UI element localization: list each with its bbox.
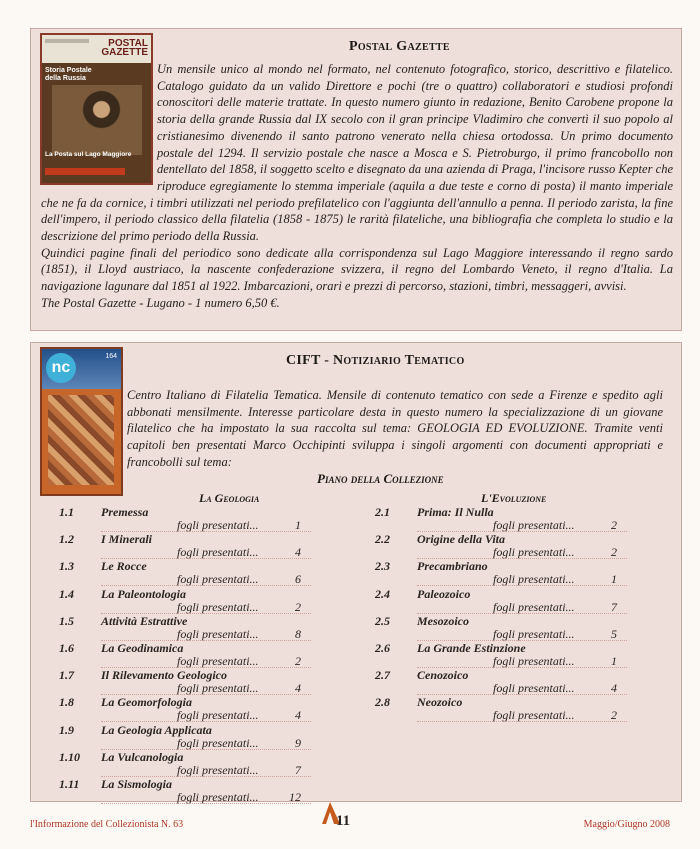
evoluzione-fogli-label: fogli presentati... xyxy=(493,545,575,560)
cover-subtitle: La Posta sul Lago Maggiore xyxy=(45,151,132,158)
geologia-row xyxy=(59,641,311,668)
evoluzione-fogli-count: 2 xyxy=(611,708,617,723)
cift-logo: nc xyxy=(46,353,76,383)
geologia-fogli-count: 1 xyxy=(295,518,301,532)
geologia-number: 1.1 xyxy=(59,505,74,519)
cift-cover-stamps xyxy=(48,395,114,485)
cover-title: Storia Postale della Russia xyxy=(45,67,92,82)
geologia-fogli-count: 2 xyxy=(295,653,301,668)
geologia-number: 1.4 xyxy=(59,586,74,601)
geologia-chapter-name: La Paleontologia xyxy=(101,586,186,601)
geologia-number: 1.11 xyxy=(59,776,80,791)
geologia-fogli-label: fogli presentati... xyxy=(177,545,259,560)
postal-gazette-text-block xyxy=(41,61,673,312)
geologia-chapter-name: La Geologia Applicata xyxy=(101,722,212,737)
geologia-chapter-name: Premessa xyxy=(101,505,149,519)
evoluzione-fogli-label: fogli presentati... xyxy=(493,653,575,668)
evoluzione-chapter-name: Precambriano xyxy=(417,559,488,574)
evoluzione-fogli-label: fogli presentati... xyxy=(493,599,575,614)
geologia-row xyxy=(59,750,311,777)
geologia-chapter-name: La Sismologia xyxy=(101,776,173,791)
geologia-fogli-count: 6 xyxy=(295,572,301,587)
postal-gazette-title: Postal Gazette xyxy=(349,39,450,54)
evoluzione-fogli-count: 1 xyxy=(611,653,617,668)
geologia-row xyxy=(59,695,311,722)
cift-cover-image xyxy=(40,347,123,496)
geologia-fogli-count: 9 xyxy=(295,735,301,750)
evoluzione-row xyxy=(375,505,627,532)
postal-gazette-paragraph: Quindici pagine finali del periodico sono dedicate alla corrispondenza sul Lago Maggiore interessando il regno sardo (1851), il Lloyd austriaco, la nascente confederazione svizzera, il regno del Lombardo Veneto, il regno d'Italia. La navigazione lagunare dal 1851 al 1922. Imbarcazioni, orari e prezzi di percorso, stazioni, timbri, messaggeri, avvisi. xyxy=(41,245,673,294)
geologia-number: 1.2 xyxy=(59,532,74,547)
postal-gazette-paragraph: Un mensile unico al mondo nel formato, nel contenuto fotografico, storico, descrittivo e filatelico. Catalogo guidato da un valido Direttore e pochi (tre o quattro) collaboratori e studiosi profondi conoscitori delle materie trattate. In questo numero giunto in redazione, Benito Carobene propone la storia della grande Russia dal IX secolo con il gran principe Vladimiro che convertì il suo popolo al cristianesimo divenendo il santo patrono venerato nella chiesa ortodossa. Un primo documento postale del 1294. Il servizio postale che nasce a Mosca e S. Pietroburgo, il primo francobollo non dentellato del 1858, il soggetto scelto e disegnato da una azienda di Praga, l'incisore russo Kepter che riproduce egregiamente lo stemma imperiale (aquila a due teste e corno di posta) il manto imperiale che ne fa da cornice, i timbri utilizzati nel periodo prefilatelico con l'aggiunta dell'annullo a penna. Il periodo zarista, la fine dell'impero, il periodo classico della filatelia (1858 - 1875) le rarità filateliche, una bibliografia che completa lo studio e la descrizione del primo periodo della Russia. xyxy=(41,62,673,244)
footer-publication: l'Informazione del Collezionista N. 63 xyxy=(30,819,184,830)
geologia-fogli-label: fogli presentati... xyxy=(177,789,259,804)
evoluzione-number: 2.1 xyxy=(375,505,390,519)
geologia-row xyxy=(59,532,311,559)
geologia-fogli-count: 4 xyxy=(295,708,301,723)
cover-masthead xyxy=(42,35,151,63)
evoluzione-row xyxy=(375,695,627,722)
geologia-row xyxy=(59,505,311,532)
masthead-bar xyxy=(45,39,89,43)
evoluzione-fogli-label: fogli presentati... xyxy=(493,572,575,587)
geologia-fogli-count: 4 xyxy=(295,545,301,560)
evoluzione-fogli-count: 5 xyxy=(611,626,617,641)
evoluzione-fogli-count: 1 xyxy=(611,572,617,587)
plan-title: Piano della Collezione xyxy=(317,471,444,486)
geologia-row xyxy=(59,777,311,804)
evoluzione-fogli-label: fogli presentati... xyxy=(493,681,575,696)
evoluzione-fogli-label: fogli presentati... xyxy=(493,518,575,532)
geologia-chapter-name: La Vulcanologia xyxy=(101,749,184,764)
postal-gazette-paragraph: The Postal Gazette - Lugano - 1 numero 6,50 €. xyxy=(41,295,280,310)
geologia-number: 1.7 xyxy=(59,668,74,683)
row-separator xyxy=(101,803,311,804)
geologia-chapter-name: La Geodinamica xyxy=(101,640,184,655)
cift-section xyxy=(30,342,682,802)
evoluzione-number: 2.3 xyxy=(375,559,390,574)
geologia-fogli-count: 2 xyxy=(295,599,301,614)
evoluzione-number: 2.6 xyxy=(375,640,390,655)
postal-gazette-section xyxy=(30,28,682,331)
evoluzione-list xyxy=(375,505,627,723)
evoluzione-number: 2.4 xyxy=(375,586,390,601)
cift-paragraph: Centro Italiano di Filatelia Tematica. Mensile di contenuto tematico con sede a Firenze e spedito agli abbonati mensilmente. Interesse particolare desta in questo numero la specializzazione di un giovane filatelico che ha impostato la sua raccolta sul tema: GEOLOGIA ED EVOLUZIONE. Tramite venti capitoli ben presentati Marco Occhipinti sviluppa i singoli argomenti con documenti appropriati e francobolli sul tema: xyxy=(127,388,663,469)
geologia-row xyxy=(59,668,311,695)
geologia-fogli-label: fogli presentati... xyxy=(177,626,259,641)
geologia-fogli-label: fogli presentati... xyxy=(177,599,259,614)
row-separator xyxy=(417,721,627,722)
evoluzione-number: 2.7 xyxy=(375,668,390,683)
geologia-row xyxy=(59,587,311,614)
cift-title: CIFT - Notiziario Tematico xyxy=(286,353,465,368)
geologia-number: 1.3 xyxy=(59,559,74,574)
geologia-chapter-name: Le Rocce xyxy=(101,559,147,574)
evoluzione-row xyxy=(375,559,627,586)
page-number: 11 xyxy=(336,813,351,829)
cover-wrap-spacer xyxy=(41,61,157,182)
geologia-number: 1.9 xyxy=(59,722,74,737)
geologia-row xyxy=(59,614,311,641)
evoluzione-row xyxy=(375,532,627,559)
geologia-fogli-label: fogli presentati... xyxy=(177,708,259,723)
evoluzione-heading: L'Evoluzione xyxy=(481,491,547,505)
evoluzione-fogli-count: 7 xyxy=(611,599,617,614)
evoluzione-number: 2.2 xyxy=(375,532,390,547)
evoluzione-chapter-name: Cenozoico xyxy=(417,668,469,683)
evoluzione-row xyxy=(375,587,627,614)
evoluzione-fogli-count: 4 xyxy=(611,681,617,696)
geologia-row xyxy=(59,559,311,586)
cift-issue-number: 164 xyxy=(105,353,117,360)
geologia-fogli-label: fogli presentati... xyxy=(177,681,259,696)
geologia-fogli-count: 8 xyxy=(295,626,301,641)
evoluzione-chapter-name: Mesozoico xyxy=(417,613,469,628)
geologia-fogli-label: fogli presentati... xyxy=(177,735,259,750)
evoluzione-fogli-count: 2 xyxy=(611,545,617,560)
geologia-fogli-count: 7 xyxy=(295,762,301,777)
geologia-fogli-count: 4 xyxy=(295,681,301,696)
geologia-list xyxy=(59,505,311,804)
geologia-heading: La Geologia xyxy=(199,491,260,505)
evoluzione-row xyxy=(375,641,627,668)
evoluzione-fogli-label: fogli presentati... xyxy=(493,708,575,723)
evoluzione-chapter-name: Prima: Il Nulla xyxy=(417,505,494,519)
geologia-fogli-count: 12 xyxy=(289,789,301,804)
evoluzione-number: 2.5 xyxy=(375,613,390,628)
geologia-chapter-name: I Minerali xyxy=(101,532,153,547)
evoluzione-chapter-name: Origine della Vita xyxy=(417,532,506,547)
geologia-number: 1.10 xyxy=(59,749,80,764)
evoluzione-chapter-name: Paleozoico xyxy=(417,586,471,601)
geologia-fogli-label: fogli presentati... xyxy=(177,762,259,777)
evoluzione-fogli-label: fogli presentati... xyxy=(493,626,575,641)
evoluzione-fogli-count: 2 xyxy=(611,518,617,532)
geologia-row xyxy=(59,723,311,750)
geologia-chapter-name: Attività Estrattive xyxy=(101,613,188,628)
geologia-chapter-name: Il Rilevamento Geologico xyxy=(101,668,227,683)
evoluzione-row xyxy=(375,668,627,695)
geologia-fogli-label: fogli presentati... xyxy=(177,518,259,532)
geologia-number: 1.5 xyxy=(59,613,74,628)
geologia-fogli-label: fogli presentati... xyxy=(177,653,259,668)
geologia-number: 1.6 xyxy=(59,640,74,655)
evoluzione-row xyxy=(375,614,627,641)
evoluzione-chapter-name: Neozoico xyxy=(417,695,463,710)
evoluzione-number: 2.8 xyxy=(375,695,390,710)
footer-date: Maggio/Giugno 2008 xyxy=(583,819,670,830)
evoluzione-chapter-name: La Grande Estinzione xyxy=(417,640,526,655)
postal-gazette-logo: POSTAL GAZETTE xyxy=(101,38,148,58)
geologia-number: 1.8 xyxy=(59,695,74,710)
geologia-chapter-name: La Geomorfologia xyxy=(101,695,192,710)
geologia-fogli-label: fogli presentati... xyxy=(177,572,259,587)
